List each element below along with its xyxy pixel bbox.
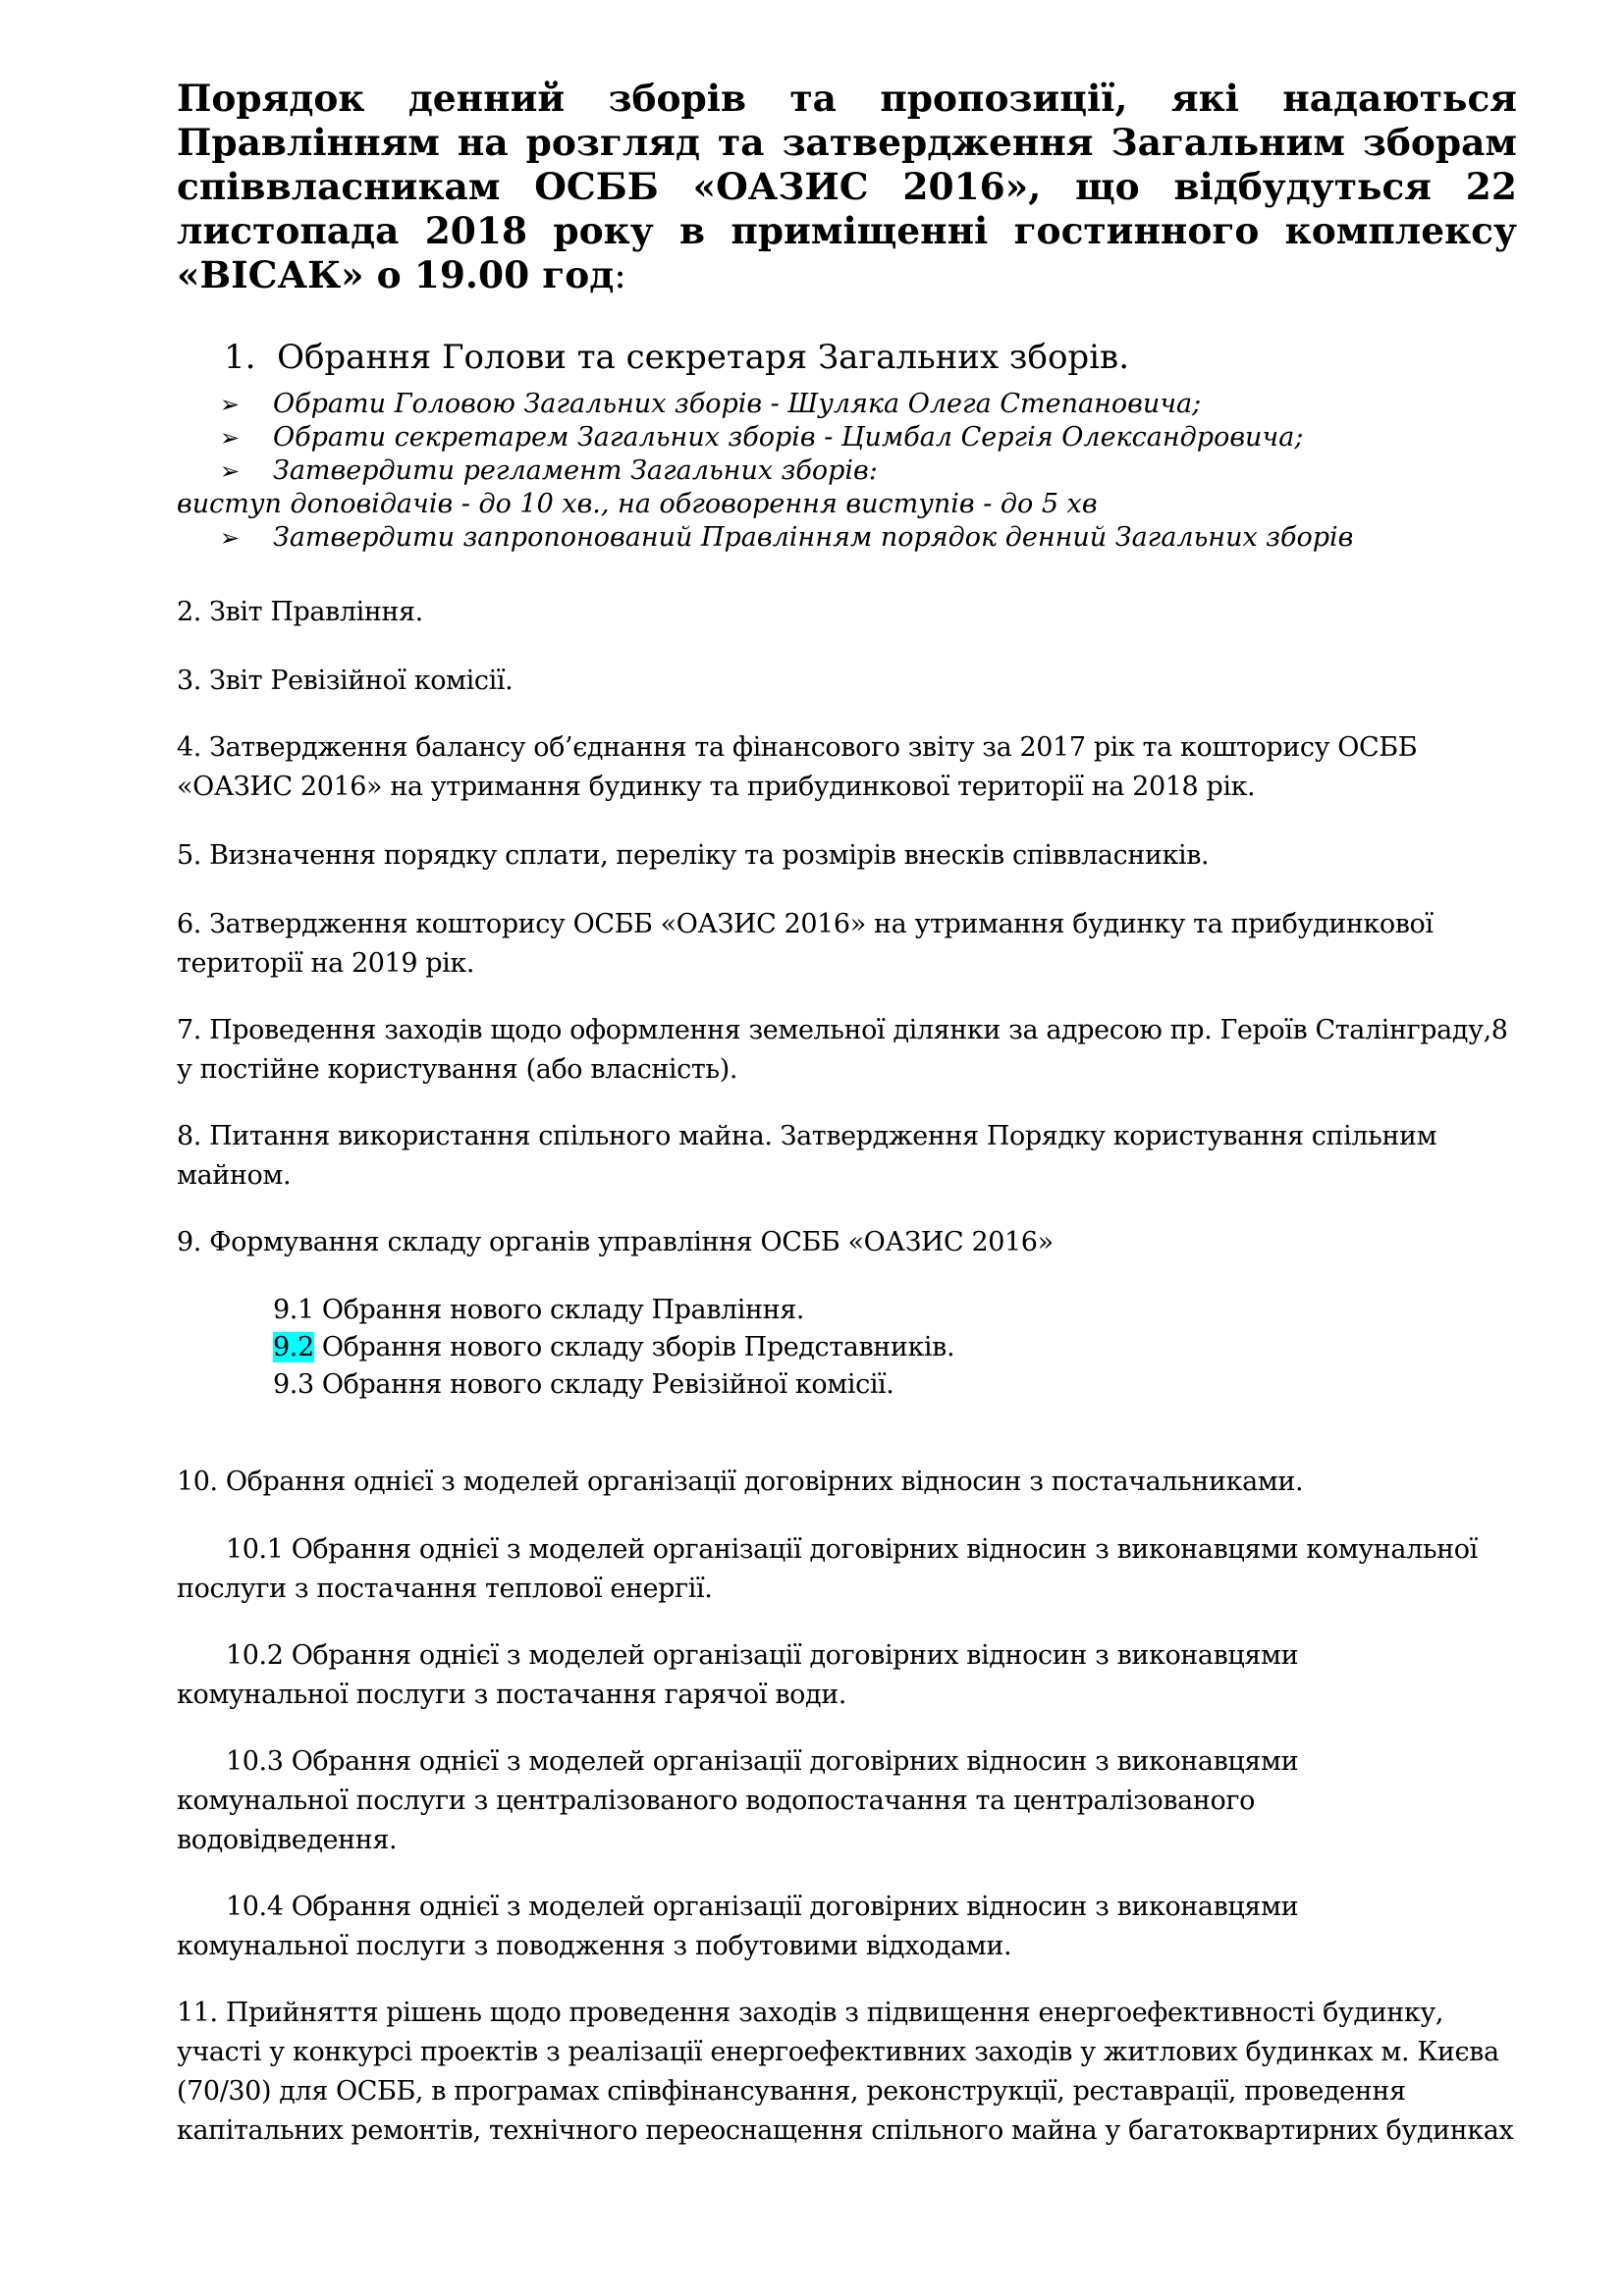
agenda-item-11-line-3: (70/30) для ОСББ, в програмах співфінансування, реконструкції, реставрації, проведення [177, 2076, 1406, 2107]
agenda-item-10-4-line-2: комунальної послуги з поводження з побутовими відходами. [177, 1931, 1012, 1961]
agenda-item-8-line-2: майном. [177, 1160, 292, 1191]
agenda-item-11-line-2: участі у конкурсі проектів з реалізації енергоефективних заходів у житлових будинках м. Києва [177, 2037, 1499, 2067]
agenda-item-11-line-4: капітальних ремонтів, технічного переоснащення спільного майна у багатоквартирних будинках [177, 2115, 1514, 2146]
agenda-item-9-2 [273, 1329, 954, 1366]
arrow-bullet-icon: ➢ [220, 424, 241, 452]
agenda-item-6-line-2: території на 2019 рік. [177, 948, 475, 979]
agenda-heading [177, 77, 1517, 297]
agenda-item-3: 3. Звіт Ревізійної комісії. [177, 666, 514, 696]
agenda-item-7-line-2: у постійне користування (або власність). [177, 1054, 738, 1085]
agenda-item-9-1: 9.1 Обрання нового складу Правління. [273, 1295, 805, 1325]
arrow-bullet-icon: ➢ [220, 524, 241, 552]
heading-text: Порядок денний зборів та пропозиції, які надаються Правлінням на розгляд та затвердження Загальним зборам співвласникам ОСББ «ОАЗИС 2016», що відбудуться 22 листопада 2018 року в приміщенні гостинного комплексу «ВІСАК» о 19.00 год [177, 77, 1517, 296]
agenda-item-9: 9. Формування складу органів управління ОСББ «ОАЗИС 2016» [177, 1227, 1054, 1257]
item-9-2-text: Обрання нового складу зборів Представників. [313, 1332, 955, 1362]
agenda-item-1 [224, 337, 1129, 378]
bullet-chairman: Обрати Головою Загальних зборів - Шуляка Олега Степановича; [273, 389, 1202, 419]
bullet-regulation: Затвердити регламент Загальних зборів: [273, 455, 878, 486]
agenda-item-10-1-line-1: 10.1 Обрання однієї з моделей організації договірних відносин з виконавцями комунальної [226, 1534, 1478, 1565]
agenda-item-10-2-line-1: 10.2 Обрання однієї з моделей організації договірних відносин з виконавцями [226, 1640, 1299, 1671]
bullet-regulation-detail: виступ доповідачів - до 10 хв., на обговорення виступів - до 5 хв [177, 489, 1098, 519]
bullet-agenda-approval: Затвердити запропонований Правлінням порядок денний Загальних зборів [273, 522, 1354, 553]
agenda-item-4-line-1: 4. Затвердження балансу об’єднання та фінансового звіту за 2017 рік та кошторису ОСББ [177, 732, 1418, 763]
agenda-item-10-3-line-2: комунальної послуги з централізованого водопостачання та централізованого [177, 1786, 1255, 1816]
agenda-item-5: 5. Визначення порядку сплати, переліку та розмірів внесків співвласників. [177, 840, 1210, 871]
agenda-item-8-line-1: 8. Питання використання спільного майна. Затвердження Порядку користування спільним [177, 1121, 1437, 1151]
item-1-number: 1. [224, 338, 256, 377]
agenda-item-10-2-line-2: комунальної послуги з постачання гарячої води. [177, 1680, 846, 1710]
agenda-item-7-line-1: 7. Проведення заходів щодо оформлення земельної ділянки за адресою пр. Героїв Сталінграду,8 [177, 1015, 1508, 1045]
agenda-item-10-4-line-1: 10.4 Обрання однієї з моделей організації договірних відносин з виконавцями [226, 1892, 1299, 1922]
bullet-secretary: Обрати секретарем Загальних зборів - Цимбал Сергія Олександровича; [273, 422, 1304, 453]
heading-colon: : [614, 253, 626, 296]
arrow-bullet-icon: ➢ [220, 457, 241, 485]
agenda-item-9-3: 9.3 Обрання нового складу Ревізійної комісії. [273, 1369, 894, 1400]
item-1-title: Обрання Голови та секретаря Загальних зборів. [277, 338, 1130, 377]
arrow-bullet-icon: ➢ [220, 391, 241, 418]
agenda-item-10-1-line-2: послуги з постачання теплової енергії. [177, 1574, 713, 1604]
agenda-item-11-line-1: 11. Прийняття рішень щодо проведення заходів з підвищення енергоефективності будинку, [177, 1998, 1444, 2028]
agenda-item-10: 10. Обрання однієї з моделей організації договірних відносин з постачальниками. [177, 1467, 1304, 1497]
agenda-item-10-3-line-1: 10.3 Обрання однієї з моделей організації договірних відносин з виконавцями [226, 1746, 1299, 1777]
highlighted-number: 9.2 [273, 1332, 314, 1362]
agenda-item-10-3-line-3: водовідведення. [177, 1825, 398, 1855]
agenda-item-2: 2. Звіт Правління. [177, 597, 423, 627]
agenda-item-4-line-2: «ОАЗИС 2016» на утримання будинку та прибудинкової території на 2018 рік. [177, 772, 1256, 802]
agenda-item-6-line-1: 6. Затвердження кошторису ОСББ «ОАЗИС 2016» на утримання будинку та прибудинкової [177, 909, 1434, 939]
